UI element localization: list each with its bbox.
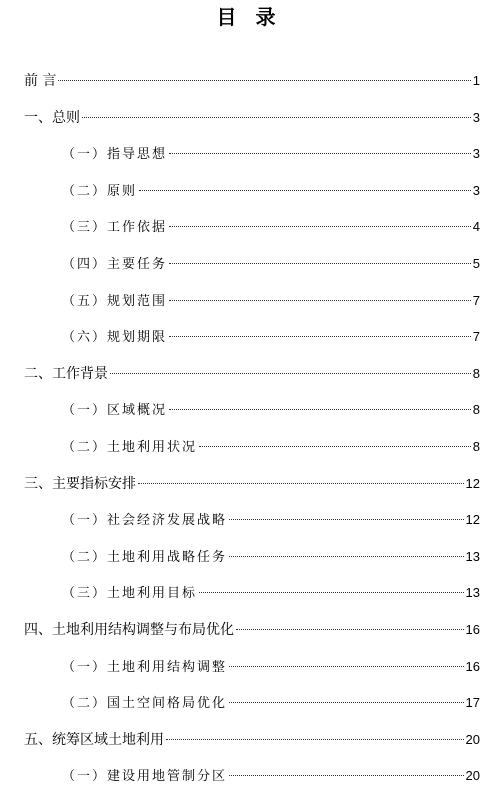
toc-entry-section[interactable]: [62, 510, 480, 530]
toc-dot-leader: [199, 592, 464, 593]
toc-page-number: 16: [465, 622, 480, 637]
toc-entry-label: （二）原则: [62, 184, 138, 199]
toc-dot-leader: [82, 117, 471, 118]
toc-page-number: 4: [472, 219, 480, 234]
toc-entry-chapter[interactable]: [24, 71, 480, 91]
toc-page-number: 13: [465, 585, 480, 600]
toc-dot-leader: [229, 702, 464, 703]
toc-entry-label: 五、统筹区域土地利用: [24, 732, 164, 748]
toc-page-number: 20: [465, 768, 480, 783]
toc-dot-leader: [169, 336, 471, 337]
toc-page-number: 3: [472, 110, 480, 125]
toc-entry-section[interactable]: [62, 657, 480, 677]
toc-page-number: 3: [472, 183, 480, 198]
toc-entry-section[interactable]: [62, 291, 480, 311]
toc-entry-section[interactable]: [62, 254, 480, 274]
toc-title: 目 录: [216, 5, 282, 29]
toc-entry-label: 一、总则: [24, 110, 80, 126]
toc-entry-label: （三）土地利用目标: [62, 586, 198, 601]
toc-page-number: 8: [472, 366, 480, 381]
toc-dot-leader: [110, 373, 471, 374]
toc-entry-section[interactable]: [62, 181, 480, 201]
toc-entry-label: （二）土地利用状况: [62, 440, 198, 455]
toc-entry-section[interactable]: [62, 547, 480, 567]
toc-entry-section[interactable]: [62, 693, 480, 713]
toc-entry-section[interactable]: [62, 400, 480, 420]
toc-dot-leader: [169, 300, 471, 301]
toc-entry-section[interactable]: [62, 766, 480, 786]
toc-dot-leader: [166, 739, 464, 740]
toc-page-number: 8: [472, 402, 480, 417]
toc-dot-leader: [229, 519, 464, 520]
toc-dot-leader: [138, 483, 464, 484]
toc-page-number: 16: [465, 659, 480, 674]
toc-page-number: 7: [472, 329, 480, 344]
toc-entry-label: （一）土地利用结构调整: [62, 660, 228, 675]
toc-page-number: 1: [472, 73, 480, 88]
toc-page-number: 5: [472, 256, 480, 271]
toc-entry-chapter[interactable]: [24, 108, 480, 128]
toc-page-number: 8: [472, 439, 480, 454]
toc-entry-chapter[interactable]: [24, 364, 480, 384]
toc-dot-leader: [229, 775, 464, 776]
toc-entry-chapter[interactable]: [24, 474, 480, 494]
toc-page-number: 7: [472, 293, 480, 308]
toc-entry-label: （一）社会经济发展战略: [62, 513, 228, 528]
toc-entry-chapter[interactable]: [24, 620, 480, 640]
toc-entry-label: 前 言: [24, 73, 57, 89]
toc-dot-leader: [199, 446, 471, 447]
toc-dot-leader: [169, 263, 471, 264]
toc-entry-chapter[interactable]: [24, 730, 480, 750]
toc-entry-section[interactable]: [62, 583, 480, 603]
toc-entry-label: （六）规划期限: [62, 330, 168, 345]
toc-page-number: 20: [465, 732, 480, 747]
toc-dot-leader: [139, 190, 471, 191]
toc-page-number: 17: [465, 695, 480, 710]
toc-entry-label: （五）规划范围: [62, 294, 168, 309]
toc-entry-label: 四、土地利用结构调整与布局优化: [24, 622, 234, 638]
toc-entry-label: （三）工作依据: [62, 220, 168, 235]
toc-entry-label: 二、工作背景: [24, 366, 108, 382]
toc-entry-label: 三、主要指标安排: [24, 476, 136, 492]
toc-dot-leader: [169, 153, 471, 154]
toc-dot-leader: [169, 226, 471, 227]
toc-entry-section[interactable]: [62, 217, 480, 237]
toc-page-number: 12: [465, 476, 480, 491]
toc-dot-leader: [229, 666, 464, 667]
toc-page-number: 13: [465, 549, 480, 564]
toc-entry-label: （四）主要任务: [62, 257, 168, 272]
toc-page-number: 3: [472, 146, 480, 161]
toc-dot-leader: [58, 80, 470, 81]
toc-dot-leader: [169, 409, 471, 410]
toc-entry-section[interactable]: [62, 144, 480, 164]
toc-dot-leader: [236, 629, 464, 630]
toc-entry-label: （二）土地利用战略任务: [62, 550, 228, 565]
toc-entry-section[interactable]: [62, 327, 480, 347]
toc-entry-label: （一）指导思想: [62, 147, 168, 162]
toc-entry-section[interactable]: [62, 437, 480, 457]
toc-entry-label: （二）国土空间格局优化: [62, 696, 228, 711]
toc-entry-label: （一）建设用地管制分区: [62, 769, 228, 784]
toc-page-number: 12: [465, 512, 480, 527]
toc-entry-label: （一）区域概况: [62, 403, 168, 418]
toc-dot-leader: [229, 556, 464, 557]
